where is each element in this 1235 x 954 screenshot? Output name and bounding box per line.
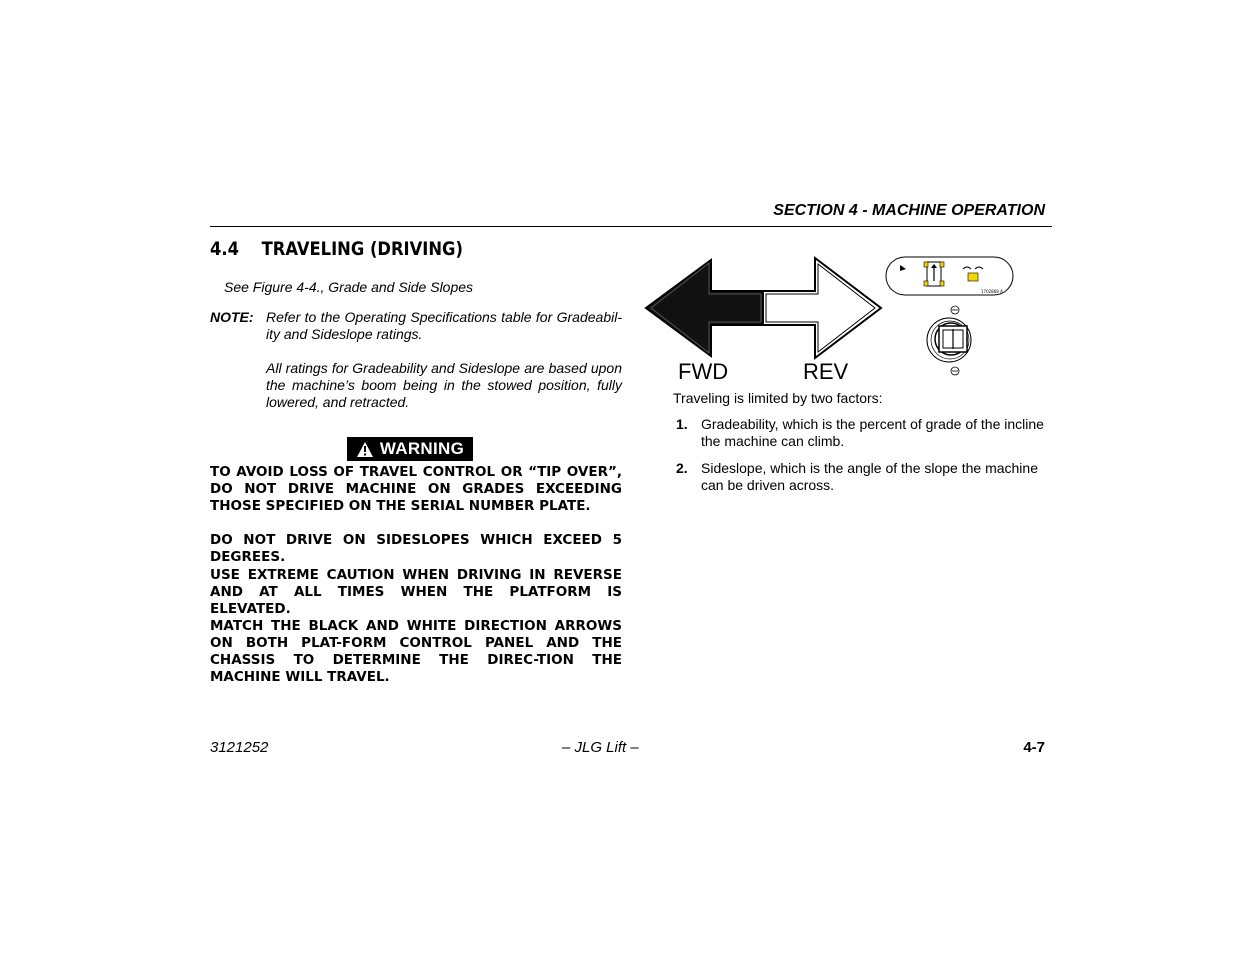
list-item [676, 416, 1052, 450]
note-paragraph-2: All ratings for Gradeability and Sideslope are based upon the machine’s boom being in the stowed position, fully lowered, and retracted. [266, 360, 622, 410]
heading-title: TRAVELING (DRIVING) [261, 238, 463, 260]
footer-center: – JLG Lift – [562, 739, 639, 756]
fwd-arrow-icon [646, 260, 763, 356]
warning-triangle-icon [356, 441, 374, 458]
rev-arrow-icon [763, 258, 881, 358]
warning-badge [347, 437, 473, 461]
warning-label: WARNING [379, 439, 465, 458]
warning-paragraph-1: TO AVOID LOSS OF TRAVEL CONTROL OR “TIP OVER”, DO NOT DRIVE MACHINE ON GRADES EXCEEDING THOSE SPECIFIED ON THE SERIAL NUMBER PLATE. [210, 464, 622, 514]
section-header: SECTION 4 - MACHINE OPERATION [773, 202, 1045, 219]
warning-paragraph-4: MATCH THE BLACK AND WHITE DIRECTION ARROWS ON BOTH PLAT-FORM CONTROL PANEL AND THE CHASSIS TO DETERMINE THE DIREC-TION THE MACHINE WILL TRAVEL. [210, 618, 622, 685]
figure-reference: See Figure 4-4., Grade and Side Slopes [224, 279, 474, 295]
footer-doc-number: 3121252 [210, 739, 269, 756]
direction-arrows-figure [643, 253, 1018, 385]
fwd-label: FWD [678, 359, 729, 384]
header-rule [210, 226, 1052, 227]
footer-page-number: 4-7 [1023, 739, 1045, 756]
section-heading [210, 238, 463, 260]
rev-label: REV [803, 359, 849, 384]
list-number: 2. [676, 460, 688, 476]
travel-intro: Traveling is limited by two factors: [673, 390, 883, 406]
part-code: 1702868 A [981, 289, 1003, 294]
drive-switch-icon [927, 306, 971, 375]
list-text: Sideslope, which is the angle of the slope the machine can be driven across. [701, 460, 1038, 493]
list-text: Gradeability, which is the percent of grade of the incline the machine can climb. [701, 416, 1044, 449]
list-number: 1. [676, 416, 688, 432]
list-item [676, 460, 1052, 494]
warning-paragraph-3: USE EXTREME CAUTION WHEN DRIVING IN REVERSE AND AT ALL TIMES WHEN THE PLATFORM IS ELEVATED. [210, 567, 622, 617]
note-label: NOTE: [210, 309, 254, 325]
heading-number: 4.4 [210, 238, 239, 260]
warning-paragraph-2: DO NOT DRIVE ON SIDESLOPES WHICH EXCEED 5 DEGREES. [210, 532, 622, 565]
note-paragraph-1: Refer to the Operating Specifications table for Gradeabil-ity and Sideslope ratings. [266, 309, 622, 342]
control-decal [886, 257, 1013, 295]
